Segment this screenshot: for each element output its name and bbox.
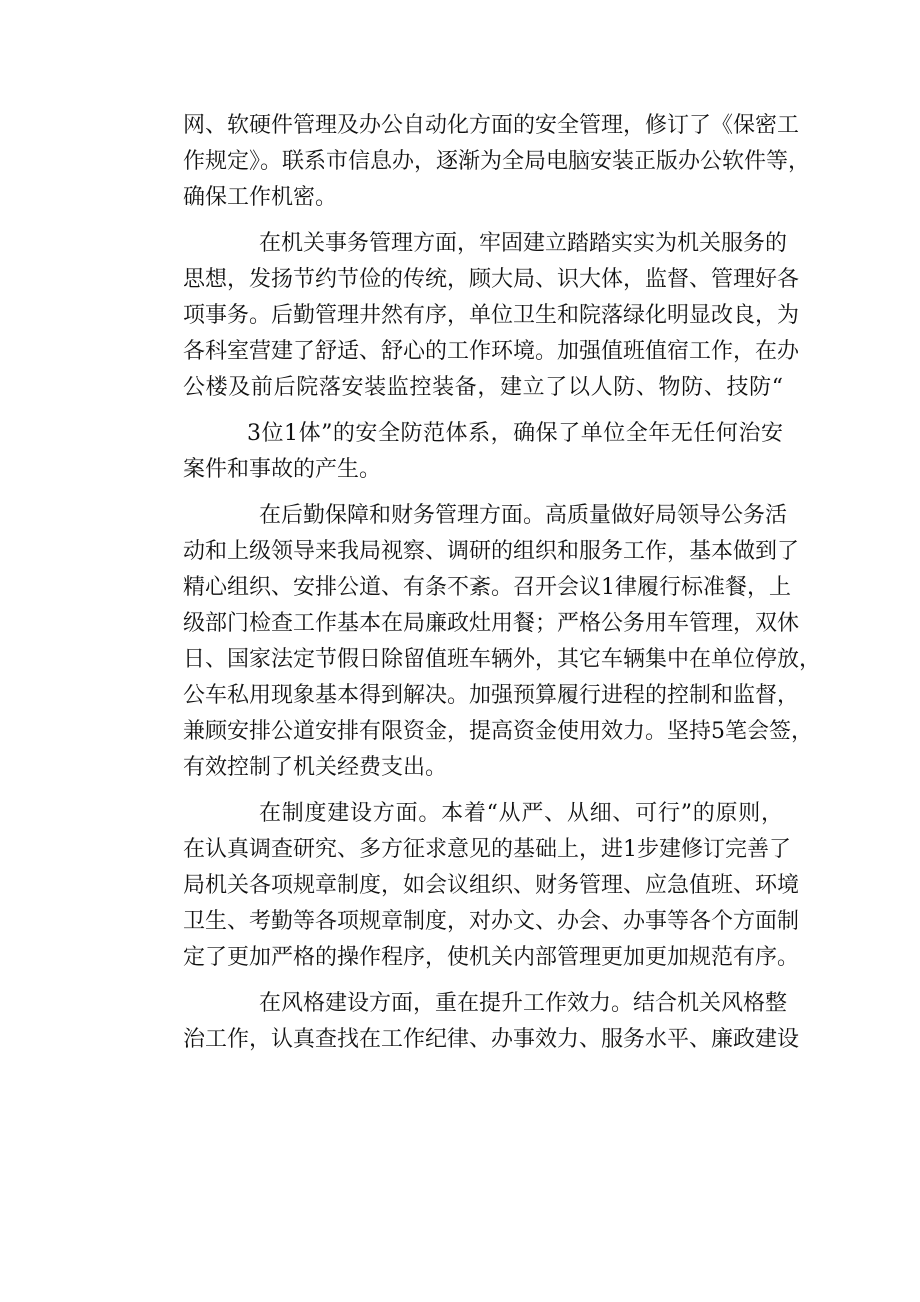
text-line: 局机关各项规章制度，如会议组织、财务管理、应急值班、环境 — [183, 873, 800, 898]
paragraph-logistics-finance — [183, 498, 822, 786]
text-line: 在机关事务管理方面，牢固建立踏踏实实为机关服务的 — [259, 231, 788, 256]
paragraph-security-system — [183, 416, 783, 488]
text-line: 各科室营建了舒适、舒心的工作环境。加强值班值宿工作，在办 — [183, 339, 800, 364]
text-line: 公楼及前后院落安装监控装备，建立了以人防、物防、技防“ — [183, 375, 783, 400]
text-line: 定了更加严格的操作程序，使机关内部管理更加更加规范有序。 — [183, 945, 800, 970]
text-line: 公车私用现象基本得到解决。加强预算履行进程的控制和监督， — [183, 683, 800, 708]
text-line: 日、国家法定节假日除留值班车辆外，其它车辆集中在单位停放， — [183, 647, 822, 672]
text-line: 在后勤保障和财务管理方面。高质量做好局领导公务活 — [259, 503, 788, 528]
text-line: 动和上级领导来我局视察、调研的组织和服务工作，基本做到了 — [183, 539, 800, 564]
text-line: 有效控制了机关经费支出。 — [183, 755, 448, 780]
paragraph-institution-building — [183, 796, 800, 976]
text-line: 3位1体”的安全防范体系，确保了单位全年无任何治安 — [247, 421, 783, 446]
text-line: 思想，发扬节约节俭的传统，顾大局、识大体，监督、管理好各 — [183, 267, 800, 292]
text-line: 在风格建设方面，重在提升工作效力。结合机关风格整 — [259, 991, 788, 1016]
paragraph-affairs-management — [183, 226, 800, 406]
document-body — [183, 108, 822, 1058]
text-line: 在认真调查研究、多方征求意见的基础上，进1步建修订完善了 — [183, 837, 791, 862]
text-line: 精心组织、安排公道、有条不紊。召开会议1律履行标准餐，上 — [183, 575, 791, 600]
paragraph-security — [183, 108, 811, 216]
text-line: 案件和事故的产生。 — [183, 457, 382, 482]
text-line: 卫生、考勤等各项规章制度，对办文、办会、办事等各个方面制 — [183, 909, 800, 934]
text-line: 作规定》。联系市信息办，逐渐为全局电脑安装正版办公软件等， — [183, 149, 811, 174]
text-line: 治工作，认真查找在工作纪律、办事效力、服务水平、廉政建设 — [183, 1027, 800, 1052]
text-line: 兼顾安排公道安排有限资金，提高资金使用效力。坚持5笔会签， — [183, 719, 813, 744]
text-line: 在制度建设方面。本着“从严、从细、可行”的原则， — [259, 801, 783, 826]
text-line: 级部门检查工作基本在局廉政灶用餐；严格公务用车管理，双休 — [183, 611, 800, 636]
text-line: 网、软硬件管理及办公自动化方面的安全管理，修订了《保密工 — [183, 113, 800, 138]
paragraph-style-building — [183, 986, 800, 1058]
text-line: 确保工作机密。 — [183, 185, 338, 210]
text-line: 项事务。后勤管理井然有序，单位卫生和院落绿化明显改良，为 — [183, 303, 800, 328]
